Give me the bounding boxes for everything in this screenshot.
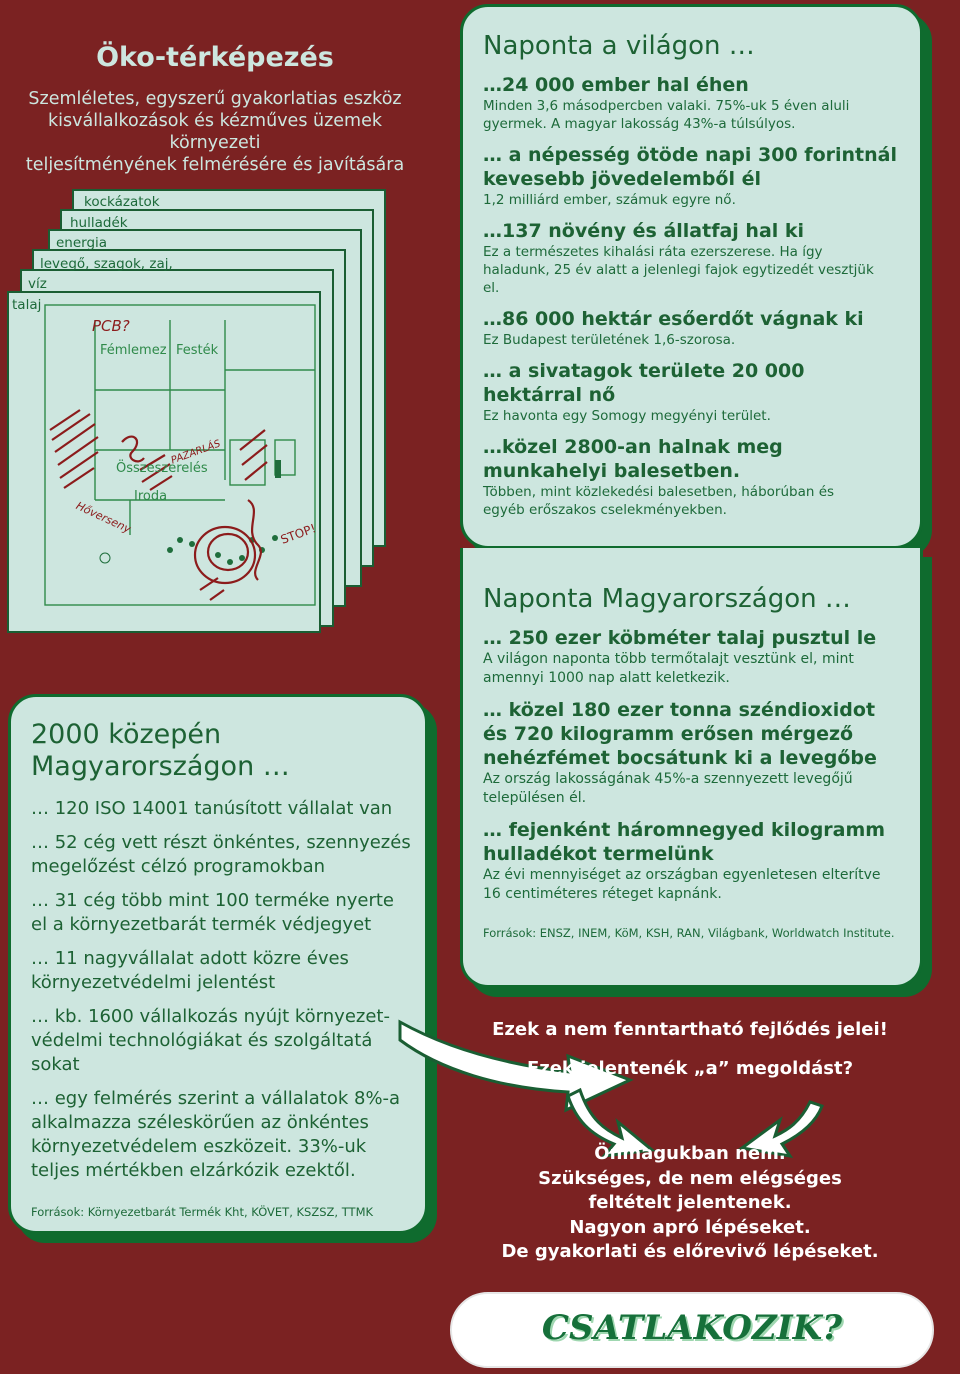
world-item bbox=[483, 219, 913, 297]
layer-label-kockazatok: kockázatok bbox=[84, 194, 160, 210]
mid2000-item: … kb. 1600 vállalkozás nyújt környezet- védelmi technológiákat és szolgáltatá sokat bbox=[31, 1006, 390, 1075]
cta-cloud[interactable] bbox=[450, 1292, 934, 1368]
layer-label-levego: levegő, szagok, zaj, bbox=[40, 256, 173, 272]
layer-label-viz: víz bbox=[28, 276, 47, 292]
map-label-festek: Festék bbox=[176, 343, 219, 358]
main-subtitle: Szemléletes, egyszerű gyakorlatias eszköz kisvállalkozások és kézműves üzemek környezeti teljesítményének felmérésére és javítására bbox=[25, 89, 405, 175]
map-label-femlemez: Fémlemez bbox=[100, 343, 167, 358]
hungary-item-head: … közel 180 ezer tonna széndioxidot és 720 kilogramm erősen mérgező nehézfémet bocsátunk ki a levegőbe bbox=[483, 699, 877, 769]
world-item bbox=[483, 359, 913, 425]
mid2000-items bbox=[31, 797, 421, 1183]
map-label-stop: STOP! bbox=[278, 521, 318, 547]
layer-label-talaj: talaj bbox=[12, 297, 42, 313]
world-items bbox=[483, 73, 913, 519]
hungary-item-text: Az ország lakosságának 45%-a szennyezett levegőjű településen él. bbox=[483, 771, 853, 806]
eco-map-stack bbox=[0, 185, 400, 645]
world-item-text: 1,2 milliárd ember, számuk egyre nő. bbox=[483, 192, 736, 208]
hungary-item bbox=[483, 626, 913, 688]
world-item-text: Ez Budapest területének 1,6-szorosa. bbox=[483, 332, 736, 348]
hungary-item-head: … 250 ezer köbméter talaj pusztul le bbox=[483, 627, 877, 649]
mid2000-title: 2000 közepén Magyarországon … bbox=[31, 719, 290, 782]
world-item-text: Minden 3,6 másodpercben valaki. 75%-uk 5 éven aluli gyermek. A magyar lakosság 43%-a túlsúlyos. bbox=[483, 98, 850, 132]
mid2000-item: … 11 nagyvállalat adott közre éves környezetvédelmi jelentést bbox=[31, 948, 349, 993]
world-item-head: … a sivatagok területe 20 000 hektárral nő bbox=[483, 360, 805, 406]
map-label-pcb: PCB? bbox=[92, 317, 130, 335]
map-label-osszeszereles: Összeszerelés bbox=[116, 461, 208, 476]
hungary-title-visible: Naponta Magyarországon … bbox=[483, 584, 851, 614]
hungary-item-text: A világon naponta több termőtalajt vesztünk el, mint amennyi 1000 nap alatt keletkezik. bbox=[483, 651, 854, 686]
world-item-head: …86 000 hektár esőerdőt vágnak ki bbox=[483, 308, 864, 330]
hungary-item bbox=[483, 698, 913, 808]
map-label-hoverseny: Hőverseny bbox=[74, 499, 133, 536]
question-2: Ezek jelentenék „a” megoldást? bbox=[526, 1058, 854, 1079]
layer-label-hulladek: hulladék bbox=[70, 215, 128, 231]
main-title: Öko-térképezés bbox=[96, 42, 334, 73]
mid2000-item: … egy felmérés szerint a vállalatok 8%-a alkalmazza széleskörűen az önkéntes környezetvédelem eszközeit. 33%-uk teljes mértékben elzárkózik ezektől. bbox=[31, 1088, 401, 1181]
hungary-items bbox=[483, 626, 913, 904]
answer-text: Önmagukban nem. Szükséges, de nem elégséges feltételt jelentenek. Nagyon apró lépéseket. De gyakorlati és előrevivő lépéseket. bbox=[501, 1143, 879, 1262]
question-1: Ezek a nem fenntartható fejlődés jelei! bbox=[492, 1019, 888, 1040]
cta-text: CSATLAKOZIK? bbox=[541, 1308, 843, 1348]
world-title: Naponta a világon … bbox=[483, 31, 755, 61]
world-item-text: Ez havonta egy Somogy megyényi terület. bbox=[483, 408, 771, 424]
map-label-pazarlas: PAZARLÁS bbox=[169, 438, 223, 467]
mid2000-item: … 120 ISO 14001 tanúsított vállalat van bbox=[31, 798, 393, 819]
world-item bbox=[483, 307, 913, 349]
world-item-text: Többen, mint közlekedési balesetben, háborúban és egyéb erőszakos cselekményekben. bbox=[483, 484, 835, 518]
hungary-item bbox=[483, 818, 913, 904]
hungary-item-text: Az évi mennyiséget az országban egyenletesen elterítve 16 centiméteres réteget kapnánk. bbox=[483, 867, 881, 902]
hungary-panel bbox=[460, 548, 923, 988]
world-item-head: …közel 2800-an halnak meg munkahelyi balesetben. bbox=[483, 436, 783, 482]
world-item-head: …137 növény és állatfaj hal ki bbox=[483, 220, 805, 242]
world-item bbox=[483, 435, 913, 519]
world-item-head: … a népesség ötöde napi 300 forintnál kevesebb jövedelemből él bbox=[483, 144, 897, 190]
mid2000-item: … 52 cég vett részt önkéntes, szennyezés megelőzést célzó programokban bbox=[31, 832, 411, 877]
world-item-head: …24 000 ember hal éhen bbox=[483, 74, 749, 96]
world-item-text: Ez a természetes kihalási ráta ezerszerese. Ha így haladunk, 25 év alatt a jelenlegi fajok egytizedét vesztjük el. bbox=[483, 244, 874, 296]
world-item bbox=[483, 73, 913, 133]
layer-label-energia: energia bbox=[56, 235, 108, 251]
world-item bbox=[483, 143, 913, 209]
mid2000-panel bbox=[8, 694, 428, 1234]
hungary-sources: Források: ENSZ, INEM, KöM, KSH, RAN, Világbank, Worldwatch Institute. bbox=[483, 926, 895, 940]
world-panel bbox=[460, 4, 923, 549]
map-label-iroda: Iroda bbox=[134, 489, 168, 504]
mid2000-sources: Források: Környezetbarát Termék Kht, KÖVET, KSZSZ, TTMK bbox=[31, 1205, 374, 1219]
mid2000-item: … 31 cég több mint 100 terméke nyerte el a környezetbarát termék védjegyet bbox=[31, 890, 394, 935]
hungary-item-head: … fejenként háromnegyed kilogramm hulladékot termelünk bbox=[483, 819, 886, 865]
